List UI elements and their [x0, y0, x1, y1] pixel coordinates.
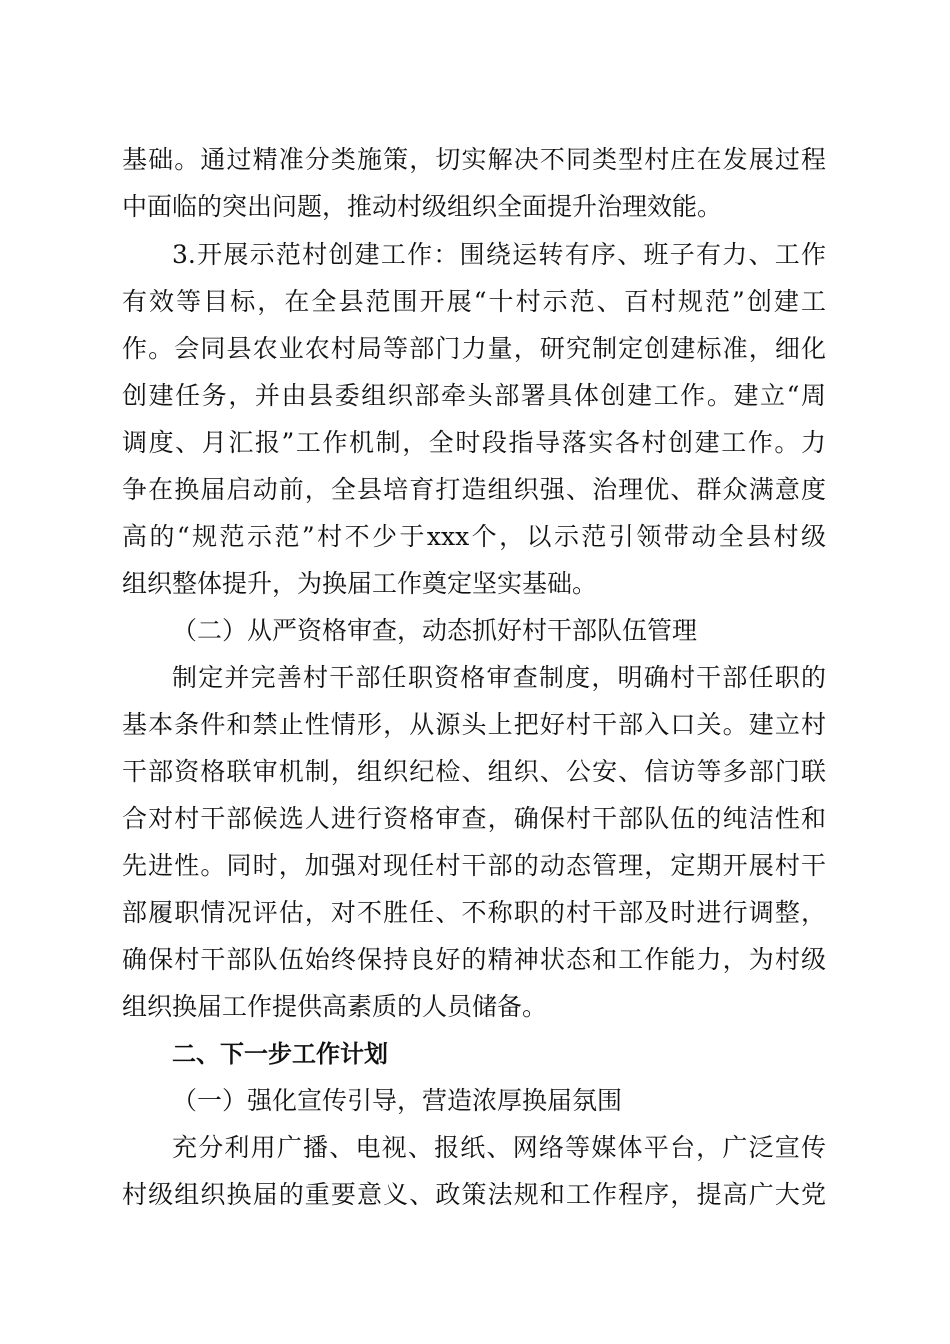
paragraph-line: 中面临的突出问题，推动村级组织全面提升治理效能。	[122, 192, 723, 221]
paragraph-line: 合对村干部候选人进行资格审查，确保村干部队伍的纯洁性和	[122, 804, 826, 833]
paragraph-line: 创建任务，并由县委组织部牵头部署具体创建工作。建立“周	[122, 381, 826, 410]
section-subheading: （二）从严资格审查，动态抓好村干部队伍管理	[172, 616, 698, 645]
paragraph-line: 有效等目标，在全县范围开展“十村示范、百村规范”创建工	[122, 287, 826, 316]
paragraph-line: 争在换届启动前，全县培育打造组织强、治理优、群众满意度	[122, 475, 826, 504]
paragraph-line: 3.开展示范村创建工作：围绕运转有序、班子有力、工作	[172, 240, 826, 269]
section-subheading: （一）强化宣传引导，营造浓厚换届氛围	[172, 1086, 623, 1115]
paragraph-line: 组织换届工作提供高素质的人员储备。	[122, 992, 548, 1021]
paragraph-line: 制定并完善村干部任职资格审查制度，明确村干部任职的	[172, 663, 826, 692]
paragraph-line: 高的“规范示范”村不少于xxx个，以示范引领带动全县村级	[122, 522, 826, 551]
paragraph-line: 调度、月汇报”工作机制，全时段指导落实各村创建工作。力	[122, 428, 826, 457]
paragraph-line: 充分利用广播、电视、报纸、网络等媒体平台，广泛宣传	[172, 1133, 826, 1162]
paragraph-line: 组织整体提升，为换届工作奠定坚实基础。	[122, 569, 598, 598]
paragraph-line: 先进性。同时，加强对现任村干部的动态管理，定期开展村干	[122, 851, 826, 880]
paragraph-line: 作。会同县农业农村局等部门力量，研究制定创建标准，细化	[122, 334, 826, 363]
paragraph-line: 确保村干部队伍始终保持良好的精神状态和工作能力，为村级	[122, 945, 826, 974]
section-heading: 二、下一步工作计划	[172, 1040, 388, 1068]
paragraph-line: 基础。通过精准分类施策，切实解决不同类型村庄在发展过程	[122, 145, 826, 174]
paragraph-line: 部履职情况评估，对不胜任、不称职的村干部及时进行调整，	[122, 898, 826, 927]
paragraph-line: 村级组织换届的重要意义、政策法规和工作程序，提高广大党	[122, 1180, 826, 1209]
paragraph-line: 干部资格联审机制，组织纪检、组织、公安、信访等多部门联	[122, 757, 826, 786]
paragraph-line: 基本条件和禁止性情形，从源头上把好村干部入口关。建立村	[122, 710, 826, 739]
